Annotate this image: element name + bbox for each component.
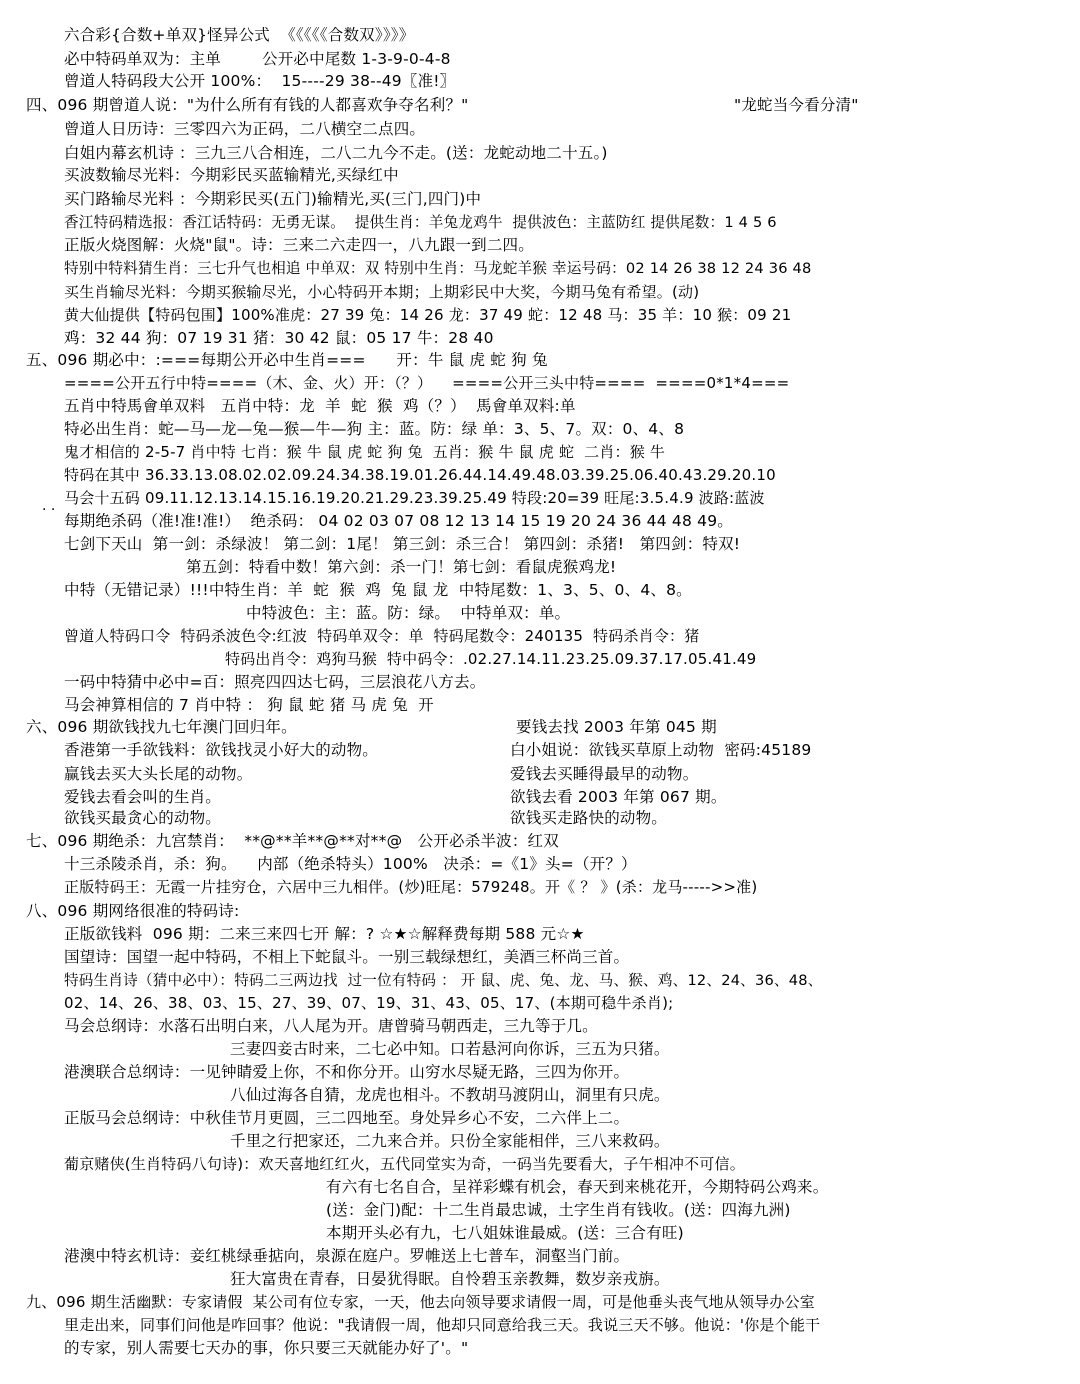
section-6-left-line: 赢钱去买大头长尾的动物。 — [64, 765, 253, 783]
section-4-title: 四、096 期曾道人说："为什么所有有钱的人都喜欢争夺名利？" — [26, 96, 469, 114]
section-8-title: 八、096 期网络很准的特码诗: — [26, 902, 240, 920]
section-5-line: 七剑下天山 第一剑：杀绿波！ 第二剑：1尾！ 第三剑：杀三合！ 第四剑：杀猪! 第四剑：特双! — [64, 535, 741, 553]
section-4-line: 买生肖输尽光料：今期买猴输尽光，小心特码开本期；上期彩民中大奖，今期马兔有希望。(动) — [64, 283, 700, 301]
section-6-left-line: 香港第一手欲钱料：欲钱找灵小好大的动物。 — [64, 741, 379, 759]
section-8-line: 港澳中特玄机诗：妾红桃绿垂掂向，泉源在庭户。罗帷送上七普车，洞壑当门前。 — [64, 1247, 630, 1265]
section-8-line: 特码生肖诗（猜中必中）：特码二三两边找 过一位有特码 ： 开 鼠、虎、兔、龙、马、猴、鸡、12、24、36、48、 — [64, 972, 823, 989]
section-9-line: 里走出来，同事们问他是咋回事？他说："我请假一周，他却只同意给我三天。我说三天不够。他说：'你是个能干 — [64, 1316, 821, 1334]
section-5-line: ====公开五行中特====（木、金、火）开：（？） ====公开三头中特==== ====0*1*4=== — [64, 374, 790, 392]
section-5-line: 五肖中特馬會单双料 五肖中特：龙 羊 蛇 猴 鸡（？） 馬會单双料:单 — [64, 397, 576, 415]
section-8-line: 八仙过海各自猜，龙虎也相斗。不教胡马渡阴山，洞里有只虎。 — [230, 1086, 670, 1104]
section-8-line: 千里之行把家还，二九来合并。只份全家能相伴，三八来救码。 — [230, 1132, 670, 1150]
section-6-title: 六、096 期欲钱找九七年澳门回归年。 — [26, 718, 297, 736]
section-5-line: 每期绝杀码（准!准!准!） 绝杀码： 04 02 03 07 08 12 13 14 15 19 20 24 36 44 48 49。 — [64, 512, 733, 530]
section-5-line: 第五剑：特看中数！第六剑：杀一门！第七剑：看鼠虎猴鸡龙! — [186, 558, 617, 576]
section-4-line: 曾道人日历诗：三零四六为正码，二八横空二点四。 — [64, 120, 426, 138]
section-5-line: 马会神算相信的 7 肖中特 ： 狗 鼠 蛇 猪 马 虎 兔 开 — [64, 696, 434, 714]
section-5-line: 鬼才相信的 2-5-7 肖中特 七肖：猴 牛 鼠 虎 蛇 狗 兔 五肖：猴 牛 鼠 虎 蛇 二肖：猴 牛 — [64, 443, 666, 461]
section-8-line: 本期开头必有九，七八姐妹谁最威。(送：三合有旺) — [326, 1224, 684, 1242]
section-4-line: 鸡：32 44 狗：07 19 31 猪：30 42 鼠：05 17 牛：28 40 — [64, 329, 494, 347]
section-5-line: 中特（无错记录）!!!中特生肖：羊 蛇 猴 鸡 兔 鼠 龙 中特尾数：1、3、5、0、4、8。 — [64, 581, 692, 599]
section-8-line: 葡京赌侠(生肖特码八句诗)：欢天喜地红红火，五代同堂实为奇，一码当先要看大，子午相冲不可信。 — [64, 1155, 745, 1173]
section-6-right-line: 白小姐说：欲钱买草原上动物 密码:45189 — [510, 741, 812, 759]
margin-dots: . . — [42, 498, 56, 514]
section-4-line: 特别中特料猜生肖：三七升气也相追 中单双：双 特别中生肖：马龙蛇羊猴 幸运号码：02 14 26 38 12 24 36 48 — [64, 260, 812, 277]
section-7-line: 十三杀陵杀肖，杀：狗。 内部（绝杀特头）100% 决杀：=《1》头=（开？） — [64, 855, 637, 873]
section-8-line: 02、14、26、38、03、15、27、39、07、19、31、43、05、17、(本期可稳牛杀肖); — [64, 994, 674, 1012]
section-5-line: 曾道人特码口令 特码杀波色令:红波 特码单双令：单 特码尾数令：240135 特码杀肖令：猪 — [64, 627, 700, 645]
header-line-3: 曾道人特码段大公开 100%： 15----29 38--49〖准!〗 — [64, 72, 456, 90]
section-5-line: 一码中特猜中必中=百：照亮四四达七码，三层浪花八方去。 — [64, 673, 486, 691]
section-5-line: 特码出肖令：鸡狗马猴 特中码令：.02.27.14.11.23.25.09.37.17.05.41.49 — [225, 650, 757, 668]
section-6-title-right: 要钱去找 2003 年第 045 期 — [516, 718, 717, 736]
section-4-line: 正版火烧图解：火烧"鼠"。诗：三来二六走四一，八九跟一到二四。 — [64, 236, 534, 254]
section-8-line: 有六有七名自合，呈祥彩蝶有机会，春天到来桃花开，今期特码公鸡来。 — [326, 1178, 829, 1196]
section-6-right-line: 欲钱去看 2003 年第 067 期。 — [510, 788, 727, 806]
section-6-right-line: 欲钱买走路快的动物。 — [510, 809, 668, 827]
section-4-slogan: "龙蛇当今看分清" — [734, 96, 859, 114]
section-5-title: 五、096 期必中：:===每期公开必中生肖=== 开：牛 鼠 虎 蛇 狗 兔 — [26, 351, 548, 369]
section-5-line: 特必出生肖：蛇—马—龙—兔—猴—牛—狗 主：蓝。防：绿 单：3、5、7。双：0、4、8 — [64, 420, 685, 438]
header-line-1: 六合彩{合数+单双}怪异公式 《《《《《合数双》》》》 — [64, 26, 415, 44]
section-4-line: 白姐内幕玄机诗 ：三九三八合相连，二八二九今不走。(送：龙蛇动地二十五。) — [64, 144, 608, 162]
section-9-line: 九、096 期生活幽默：专家请假 某公司有位专家，一天，他去向领导要求请假一周，可是他垂头丧气地从领导办公室 — [26, 1293, 815, 1311]
section-7-title: 七、096 期绝杀：九宫禁肖： **@**羊**@**对**@ 公开必杀半波：红双 — [26, 832, 559, 850]
header-line-2: 必中特码单双为：主单 公开必中尾数 1-3-9-0-4-8 — [64, 50, 451, 68]
section-4-line: 香江特码精选报：香江话特码：无勇无谋。 提供生肖：羊兔龙鸡牛 提供波色：主蓝防红 提供尾数：1 4 5 6 — [64, 214, 777, 231]
section-9-line: 的专家，别人需要七天办的事，你只要三天就能办好了'。" — [64, 1339, 469, 1357]
section-8-line: (送：金门)配：十二生肖最忠诚，土字生肖有钱收。(送：四海九洲) — [326, 1201, 791, 1219]
section-8-line: 港澳联合总纲诗：一见钟睛爱上你，不和你分开。山穷水尽疑无路，三四为你开。 — [64, 1063, 630, 1081]
section-4-line: 黄大仙提供【特码包围】100%准虎：27 39 兔：14 26 龙：37 49 蛇：12 48 马：35 羊：10 猴：09 21 — [64, 306, 792, 324]
section-8-line: 三妻四妾古时来，二七必中知。口若悬河向你诉，三五为只猪。 — [230, 1040, 670, 1058]
section-8-line: 马会总纲诗：水落石出明白来，八人尾为开。唐曾骑马朝西走，三九等于几。 — [64, 1017, 598, 1035]
section-8-line: 正版马会总纲诗：中秋佳节月更圆，三二四地至。身处异乡心不安，二六伴上二。 — [64, 1109, 630, 1127]
section-7-line: 正版特码王：无霞一片挂穷仓，六居中三九相伴。(炒)旺尾：579248。开《 ？ 》(杀：龙马----->>准) — [64, 878, 758, 896]
section-4-line: 买门路输尽光料 ：今期彩民买(五门)输精光,买(三门,四门)中 — [64, 190, 482, 208]
section-5-line: 中特波色：主：蓝。防：绿。 中特单双：单。 — [246, 604, 571, 622]
section-4-line: 买波数输尽光料：今期彩民买蓝输精光,买绿红中 — [64, 166, 399, 184]
section-5-line: 特码在其中 36.33.13.08.02.02.09.24.34.38.19.01.26.44.14.49.48.03.39.25.06.40.43.29.20.10 — [64, 466, 776, 484]
section-6-right-line: 爱钱去买睡得最早的动物。 — [510, 765, 699, 783]
section-8-line: 国望诗：国望一起中特码，不相上下蛇鼠斗。一别三载绿想红，美酒三杯尚三首。 — [64, 948, 630, 966]
section-5-line: 马会十五码 09.11.12.13.14.15.16.19.20.21.29.23.39.25.49 特段:20=39 旺尾:3.5.4.9 波路:蓝波 — [64, 489, 765, 507]
section-8-line: 正版欲钱料 096 期：二来三来四七开 解：? ☆★☆解释费每期 588 元☆★ — [64, 925, 585, 943]
section-6-left-line: 欲钱买最贪心的动物。 — [64, 809, 222, 827]
section-6-left-line: 爱钱去看会叫的生肖。 — [64, 788, 222, 806]
section-8-line: 狂大富贵在青春，日晏犹得眠。自怜碧玉亲教舞，数岁亲戎旃。 — [230, 1270, 670, 1288]
